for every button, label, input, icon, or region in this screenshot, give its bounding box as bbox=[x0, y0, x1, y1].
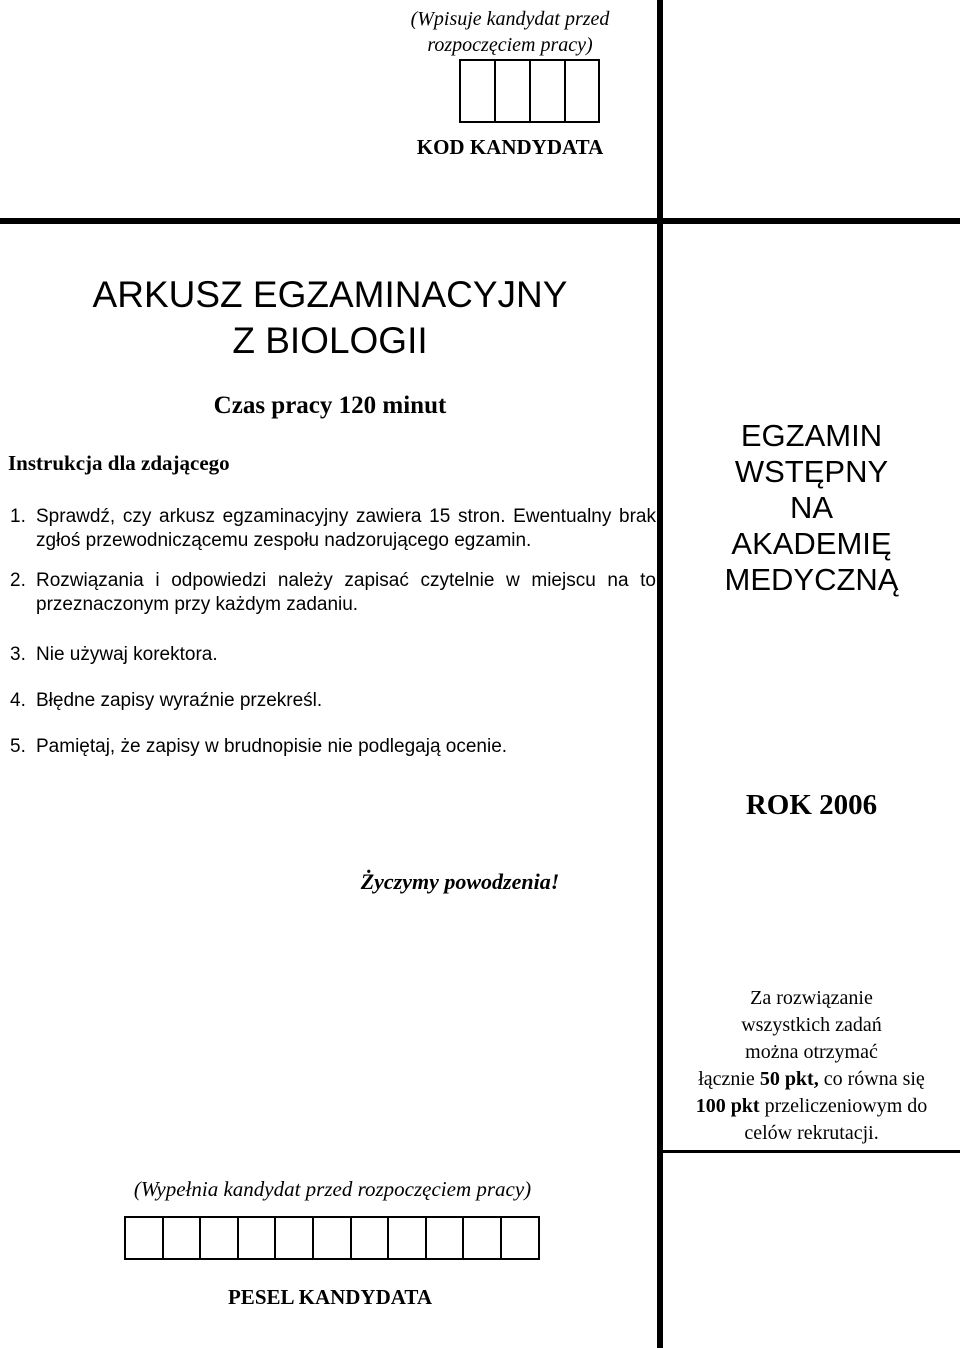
exam-type-line: MEDYCZNĄ bbox=[724, 562, 899, 597]
points-line: Za rozwiązanie bbox=[750, 987, 873, 1009]
candidate-code-boxes[interactable] bbox=[459, 59, 600, 123]
instruction-item bbox=[10, 689, 656, 713]
instructions-list bbox=[10, 505, 656, 759]
exam-title-line2: Z BIOLOGII bbox=[232, 320, 428, 361]
pesel-boxes[interactable] bbox=[124, 1216, 540, 1260]
instruction-number: 3. bbox=[10, 644, 26, 665]
instructions-heading: Instrukcja dla zdającego bbox=[8, 451, 230, 475]
instruction-number: 2. bbox=[10, 570, 26, 591]
instruction-item bbox=[10, 569, 656, 617]
pesel-box[interactable] bbox=[201, 1218, 239, 1258]
code-box[interactable] bbox=[566, 61, 598, 121]
points-text: łącznie bbox=[698, 1068, 760, 1090]
instruction-text: Błędne zapisy wyraźnie przekreśl. bbox=[36, 690, 323, 711]
points-text: przeliczeniowym do bbox=[759, 1095, 928, 1117]
points-max: 50 pkt, bbox=[759, 1068, 819, 1090]
instruction-text: Sprawdź, czy arkusz egzaminacyjny zawiera 15 stron. Ewentualny brak zgłoś przewodniczącemu zespołu nadzorującego egzamin. bbox=[36, 506, 656, 551]
pesel-box[interactable] bbox=[427, 1218, 465, 1258]
time-limit: Czas pracy 120 minut bbox=[213, 392, 447, 419]
bottom-right-divider bbox=[663, 1150, 960, 1153]
instruction-number: 4. bbox=[10, 690, 26, 711]
exam-year: ROK 2006 bbox=[745, 789, 878, 821]
instruction-item bbox=[10, 735, 656, 759]
code-box[interactable] bbox=[461, 61, 496, 121]
points-info bbox=[663, 985, 960, 1147]
instruction-text: Pamiętaj, że zapisy w brudnopisie nie podlegają ocenie. bbox=[36, 736, 508, 757]
points-converted: 100 pkt bbox=[695, 1095, 760, 1117]
pesel-box[interactable] bbox=[464, 1218, 502, 1258]
code-box[interactable] bbox=[531, 61, 566, 121]
pesel-label: PESEL KANDYDATA bbox=[227, 1285, 432, 1309]
pesel-box[interactable] bbox=[164, 1218, 202, 1258]
points-line bbox=[663, 1066, 960, 1093]
points-text: co równa się bbox=[818, 1068, 925, 1090]
points-line: celów rekrutacji. bbox=[744, 1122, 879, 1144]
instruction-text: Rozwiązania i odpowiedzi należy zapisać czytelnie w miejscu na to przeznaczonym przy każdym zadaniu. bbox=[36, 570, 656, 615]
horizontal-divider bbox=[0, 218, 960, 224]
exam-title bbox=[10, 272, 650, 364]
exam-type-line: NA bbox=[789, 490, 834, 525]
exam-type-title bbox=[663, 418, 960, 598]
instruction-item bbox=[10, 643, 656, 667]
points-line: można otrzymać bbox=[745, 1041, 878, 1063]
exam-type-line: EGZAMIN bbox=[740, 418, 883, 453]
code-note: (Wpisuje kandydat przed rozpoczęciem pracy) bbox=[410, 8, 610, 56]
instruction-number: 5. bbox=[10, 736, 26, 757]
pesel-note: (Wypełnia kandydat przed rozpoczęciem pracy) bbox=[133, 1177, 532, 1201]
pesel-box[interactable] bbox=[352, 1218, 390, 1258]
pesel-box[interactable] bbox=[389, 1218, 427, 1258]
pesel-box[interactable] bbox=[239, 1218, 277, 1258]
pesel-box[interactable] bbox=[276, 1218, 314, 1258]
exam-type-line: AKADEMIĘ bbox=[731, 526, 892, 561]
exam-title-line1: ARKUSZ EGZAMINACYJNY bbox=[92, 274, 568, 315]
exam-type-line: WSTĘPNY bbox=[734, 454, 889, 489]
instruction-text: Nie używaj korektora. bbox=[36, 644, 218, 665]
instruction-item bbox=[10, 505, 656, 553]
code-label: KOD KANDYDATA bbox=[416, 135, 604, 159]
instruction-number: 1. bbox=[10, 506, 26, 527]
points-line: wszystkich zadań bbox=[741, 1014, 882, 1036]
pesel-box[interactable] bbox=[314, 1218, 352, 1258]
code-box[interactable] bbox=[496, 61, 531, 121]
pesel-box[interactable] bbox=[126, 1218, 164, 1258]
good-luck-message: Życzymy powodzenia! bbox=[360, 869, 560, 894]
pesel-box[interactable] bbox=[502, 1218, 538, 1258]
points-line bbox=[663, 1093, 960, 1120]
